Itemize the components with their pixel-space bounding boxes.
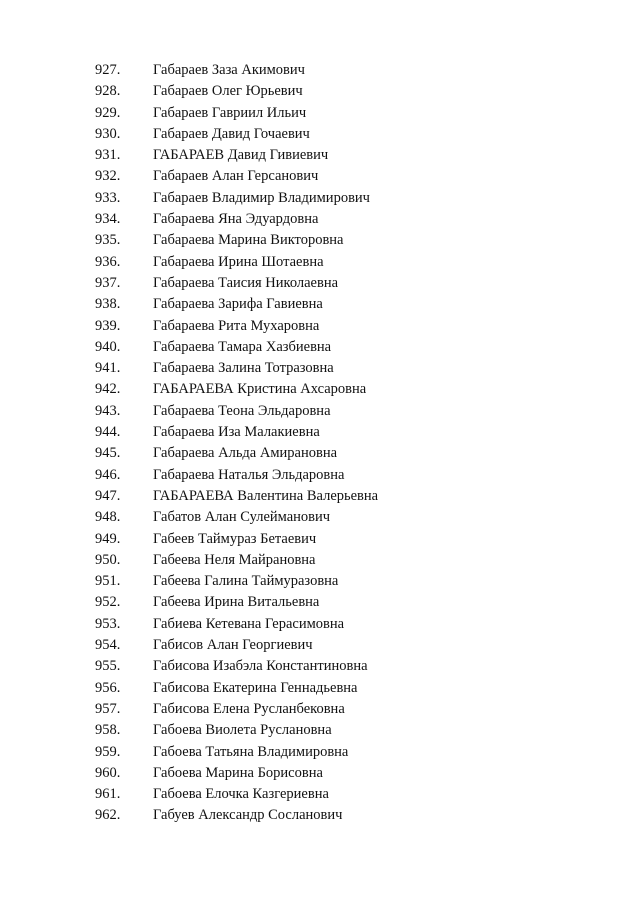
- entry-name: Габараева Марина Викторовна: [153, 232, 344, 249]
- entry-name: Габараева Таисия Николаевна: [153, 274, 339, 291]
- entry-number: 954.: [95, 637, 121, 654]
- list-item: [0, 230, 640, 251]
- entry-name: Габараева Ирина Шотаевна: [153, 253, 324, 270]
- entry-number: 952.: [95, 594, 121, 611]
- entry-number: 934.: [95, 211, 121, 228]
- entry-number: 939.: [95, 317, 121, 334]
- list-item: [0, 720, 640, 741]
- entry-number: 953.: [95, 615, 121, 632]
- entry-number: 961.: [95, 786, 121, 803]
- list-item: [0, 188, 640, 209]
- name-list: [0, 60, 640, 827]
- entry-name: Габоева Елочка Казгериевна: [153, 786, 329, 803]
- entry-name: Габараева Наталья Эльдаровна: [153, 466, 345, 483]
- list-item: [0, 294, 640, 315]
- entry-name: Габеева Неля Майрановна: [153, 551, 316, 568]
- entry-name: Габисова Екатерина Геннадьевна: [153, 679, 358, 696]
- entry-name: Габараев Заза Акимович: [153, 62, 305, 78]
- list-item: [0, 252, 640, 273]
- entry-name: Габараев Владимир Владимирович: [153, 189, 370, 206]
- entry-name: Габараева Иза Малакиевна: [153, 424, 320, 441]
- entry-number: 928.: [95, 83, 121, 100]
- entry-number: 951.: [95, 573, 121, 590]
- entry-number: 937.: [95, 274, 121, 291]
- entry-number: 930.: [95, 125, 121, 142]
- entry-name: ГАБАРАЕВ Давид Гивиевич: [153, 147, 329, 164]
- list-item: [0, 103, 640, 124]
- list-item: [0, 656, 640, 677]
- entry-name: Габараев Алан Герсанович: [153, 168, 319, 185]
- list-item: [0, 422, 640, 443]
- entry-name: Габоева Марина Борисовна: [153, 764, 323, 781]
- entry-number: 962.: [95, 807, 121, 824]
- list-item: [0, 784, 640, 805]
- list-item: [0, 592, 640, 613]
- entry-name: Габараева Залина Тотразовна: [153, 360, 334, 377]
- entry-name: Габоева Виолета Руслановна: [153, 722, 332, 739]
- list-item: [0, 635, 640, 656]
- list-item: [0, 401, 640, 422]
- list-item: [0, 379, 640, 400]
- entry-name: Габараева Яна Эдуардовна: [153, 211, 319, 228]
- list-item: [0, 166, 640, 187]
- entry-name: Габатов Алан Сулейманович: [153, 509, 331, 526]
- list-item: [0, 337, 640, 358]
- entry-name: Габисова Елена Русланбековна: [153, 700, 345, 717]
- entry-name: Габеев Таймураз Бетаевич: [153, 530, 317, 547]
- list-item: [0, 124, 640, 145]
- entry-name: Габараева Рита Мухаровна: [153, 317, 320, 334]
- entry-name: Габеева Ирина Витальевна: [153, 594, 320, 611]
- entry-number: 942.: [95, 381, 121, 398]
- entry-number: 927.: [95, 62, 121, 78]
- list-item: [0, 699, 640, 720]
- entry-name: Габоева Татьяна Владимировна: [153, 743, 349, 760]
- list-item: [0, 81, 640, 102]
- list-item: [0, 60, 640, 81]
- list-item: [0, 316, 640, 337]
- list-item: [0, 358, 640, 379]
- list-item: [0, 507, 640, 528]
- entry-number: 959.: [95, 743, 121, 760]
- list-item: [0, 571, 640, 592]
- list-item: [0, 550, 640, 571]
- entry-number: 960.: [95, 764, 121, 781]
- entry-name: Габараев Олег Юрьевич: [153, 83, 303, 100]
- entry-number: 949.: [95, 530, 121, 547]
- list-item: [0, 805, 640, 826]
- list-item: [0, 145, 640, 166]
- entry-number: 936.: [95, 253, 121, 270]
- list-item: [0, 742, 640, 763]
- entry-name: Габараев Давид Гочаевич: [153, 125, 310, 142]
- entry-number: 941.: [95, 360, 121, 377]
- entry-name: Габеева Галина Таймуразовна: [153, 573, 339, 590]
- entry-number: 935.: [95, 232, 121, 249]
- entry-number: 933.: [95, 189, 121, 206]
- entry-number: 950.: [95, 551, 121, 568]
- entry-number: 931.: [95, 147, 121, 164]
- list-item: [0, 443, 640, 464]
- list-item: [0, 273, 640, 294]
- entry-number: 948.: [95, 509, 121, 526]
- entry-name: Габисов Алан Георгиевич: [153, 637, 313, 654]
- list-item: [0, 209, 640, 230]
- entry-number: 943.: [95, 402, 121, 419]
- entry-name: Габараев Гавриил Ильич: [153, 104, 307, 121]
- entry-name: Габараева Тамара Хазбиевна: [153, 338, 332, 355]
- entry-name: ГАБАРАЕВА Валентина Валерьевна: [153, 487, 379, 504]
- entry-name: Габараева Теона Эльдаровна: [153, 402, 331, 419]
- entry-name: Габиева Кетевана Герасимовна: [153, 615, 345, 632]
- entry-number: 956.: [95, 679, 121, 696]
- entry-number: 947.: [95, 487, 121, 504]
- list-item: [0, 763, 640, 784]
- list-item: [0, 486, 640, 507]
- list-item: [0, 465, 640, 486]
- entry-number: 946.: [95, 466, 121, 483]
- entry-number: 955.: [95, 658, 121, 675]
- entry-name: ГАБАРАЕВА Кристина Ахсаровна: [153, 381, 367, 398]
- entry-number: 944.: [95, 424, 121, 441]
- entry-name: Габараева Альда Амирановна: [153, 445, 338, 462]
- entry-name: Габуев Александр Сосланович: [153, 807, 343, 824]
- entry-name: Габисова Изабэла Константиновна: [153, 658, 368, 675]
- list-item: [0, 614, 640, 635]
- entry-number: 932.: [95, 168, 121, 185]
- entry-number: 945.: [95, 445, 121, 462]
- entry-number: 938.: [95, 296, 121, 313]
- entry-number: 958.: [95, 722, 121, 739]
- list-item: [0, 529, 640, 550]
- entry-number: 940.: [95, 338, 121, 355]
- entry-number: 929.: [95, 104, 121, 121]
- entry-number: 957.: [95, 700, 121, 717]
- entry-name: Габараева Зарифа Гавиевна: [153, 296, 323, 313]
- list-item: [0, 678, 640, 699]
